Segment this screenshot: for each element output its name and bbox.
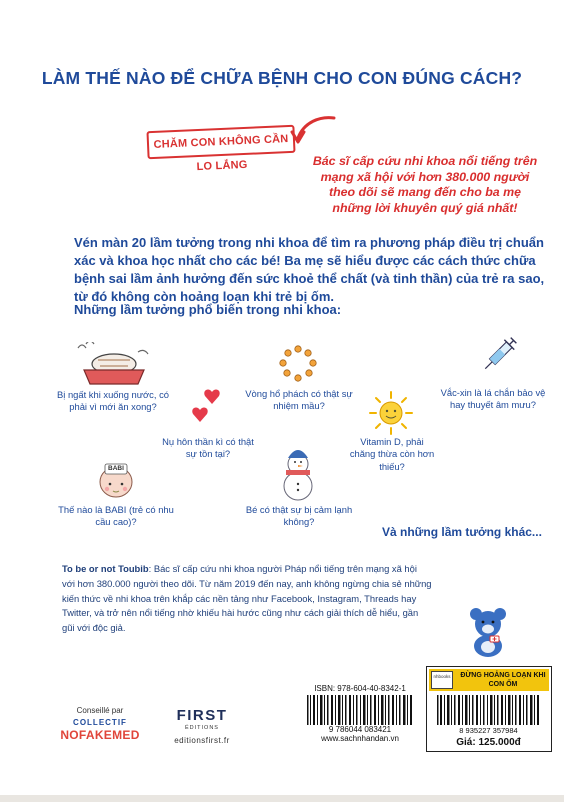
first-website: editionsfirst.fr (174, 736, 230, 745)
stamp-badge: CHĂM CON KHÔNG CẦN LO LẮNG (146, 125, 295, 159)
author-bio-text: : Bác sĩ cấp cứu nhi khoa người Pháp nổi tiếng trên mạng xã hội với hơn 380.000 người theo dõi. Từ năm 2019 đến nay, anh không ngừng chia sẻ những kiến thức về nhi khoa trên khắp các nền tảng như Facebook, Instagram, Threads hay Twitter, và trở nên nổi tiếng nhờ khiếu hài hước cũng như cách giải thích dễ hiểu, gần gũi với độc giả. (62, 563, 432, 634)
conseille-label: Conseillé par (76, 706, 124, 715)
isbn-block (300, 684, 420, 746)
author-blurb: Bác sĩ cấp cứu nhi khoa nổi tiếng trên mạng xã hội với hơn 380.000 người theo dõi sẽ mang đến cho ba mẹ những lời khuyên quý giá nhất! (312, 154, 538, 215)
intro-paragraph: Vén màn 20 lầm tưởng trong nhi khoa để tìm ra phương pháp điều trị chuẩn xác và khoa học nhất cho các bé! Ba mẹ sẽ hiểu được các cách thức chữa bệnh sai lầm ảnh hưởng đến sức khoẻ thể chất (và tinh thần) của trẻ ra sao, từ đó không còn hoảng loạn khi trẻ bị ốm. (74, 235, 545, 304)
first-editions-label: ÉDITIONS (185, 725, 219, 731)
syringe-icon (478, 334, 518, 378)
myth-item: Vòng hổ phách có thật sự nhiệm mầu? (245, 388, 353, 412)
author-bio (62, 562, 432, 636)
price-barcode-digits: 8 935227 357984 (459, 726, 518, 735)
barcode-icon (305, 695, 415, 725)
price-barcode-icon (435, 695, 543, 725)
bottom-edge (0, 795, 564, 802)
arrow-icon (290, 112, 340, 146)
snowman-icon (280, 444, 316, 502)
nofakemed-logo: NOFAKEMED (60, 728, 140, 742)
myth-item: Bị ngất khi xuống nước, có phải vì mới ăn xong? (57, 389, 169, 413)
collectif-logo: COLLECTIF (73, 718, 127, 727)
babi-label: BABI (108, 465, 124, 472)
author-name: To be or not Toubib (62, 563, 149, 574)
myth-item: Vắc-xin là lá chắn bảo vệ hay thuyết âm mưu? (440, 387, 546, 411)
myth-item: Thế nào là BABI (trẻ có nhu cầu cao)? (58, 504, 174, 528)
amber-necklace-icon (278, 344, 318, 384)
myths-heading: Những lầm tưởng phổ biến trong nhi khoa: (74, 302, 342, 317)
isbn-digits: 9 786044 083421 (328, 725, 392, 734)
nhbooks-logo: nhbooks (431, 671, 453, 689)
isbn-number: ISBN: 978-604-40-8342-1 (314, 684, 406, 693)
myth-item: Bé có thật sự bị cảm lạnh không? (245, 504, 353, 528)
hearts-icon (188, 386, 222, 430)
price-header (429, 669, 549, 691)
food-tray-icon (72, 342, 154, 388)
more-myths-text: Và những lầm tưởng khác... (382, 525, 542, 539)
teddy-bear-icon (466, 606, 510, 658)
price-book-title: ĐỪNG HOẢNG LOẠN KHI CON ỐM (460, 672, 546, 688)
publisher-website: www.sachnhandan.vn (321, 734, 399, 743)
price-sticker (426, 666, 552, 752)
myth-item: Nụ hôn thần kì có thật sự tồn tại? (162, 436, 254, 460)
price-value: Giá: 125.000đ (456, 737, 521, 748)
first-logo: FIRST (176, 707, 228, 724)
sun-icon (368, 390, 414, 436)
myth-item: Vitamin D, phải chăng thừa còn hơn thiếu? (349, 436, 435, 472)
cover-title: LÀM THẾ NÀO ĐỂ CHỮA BỆNH CHO CON ĐÚNG CÁCH? (41, 68, 523, 88)
